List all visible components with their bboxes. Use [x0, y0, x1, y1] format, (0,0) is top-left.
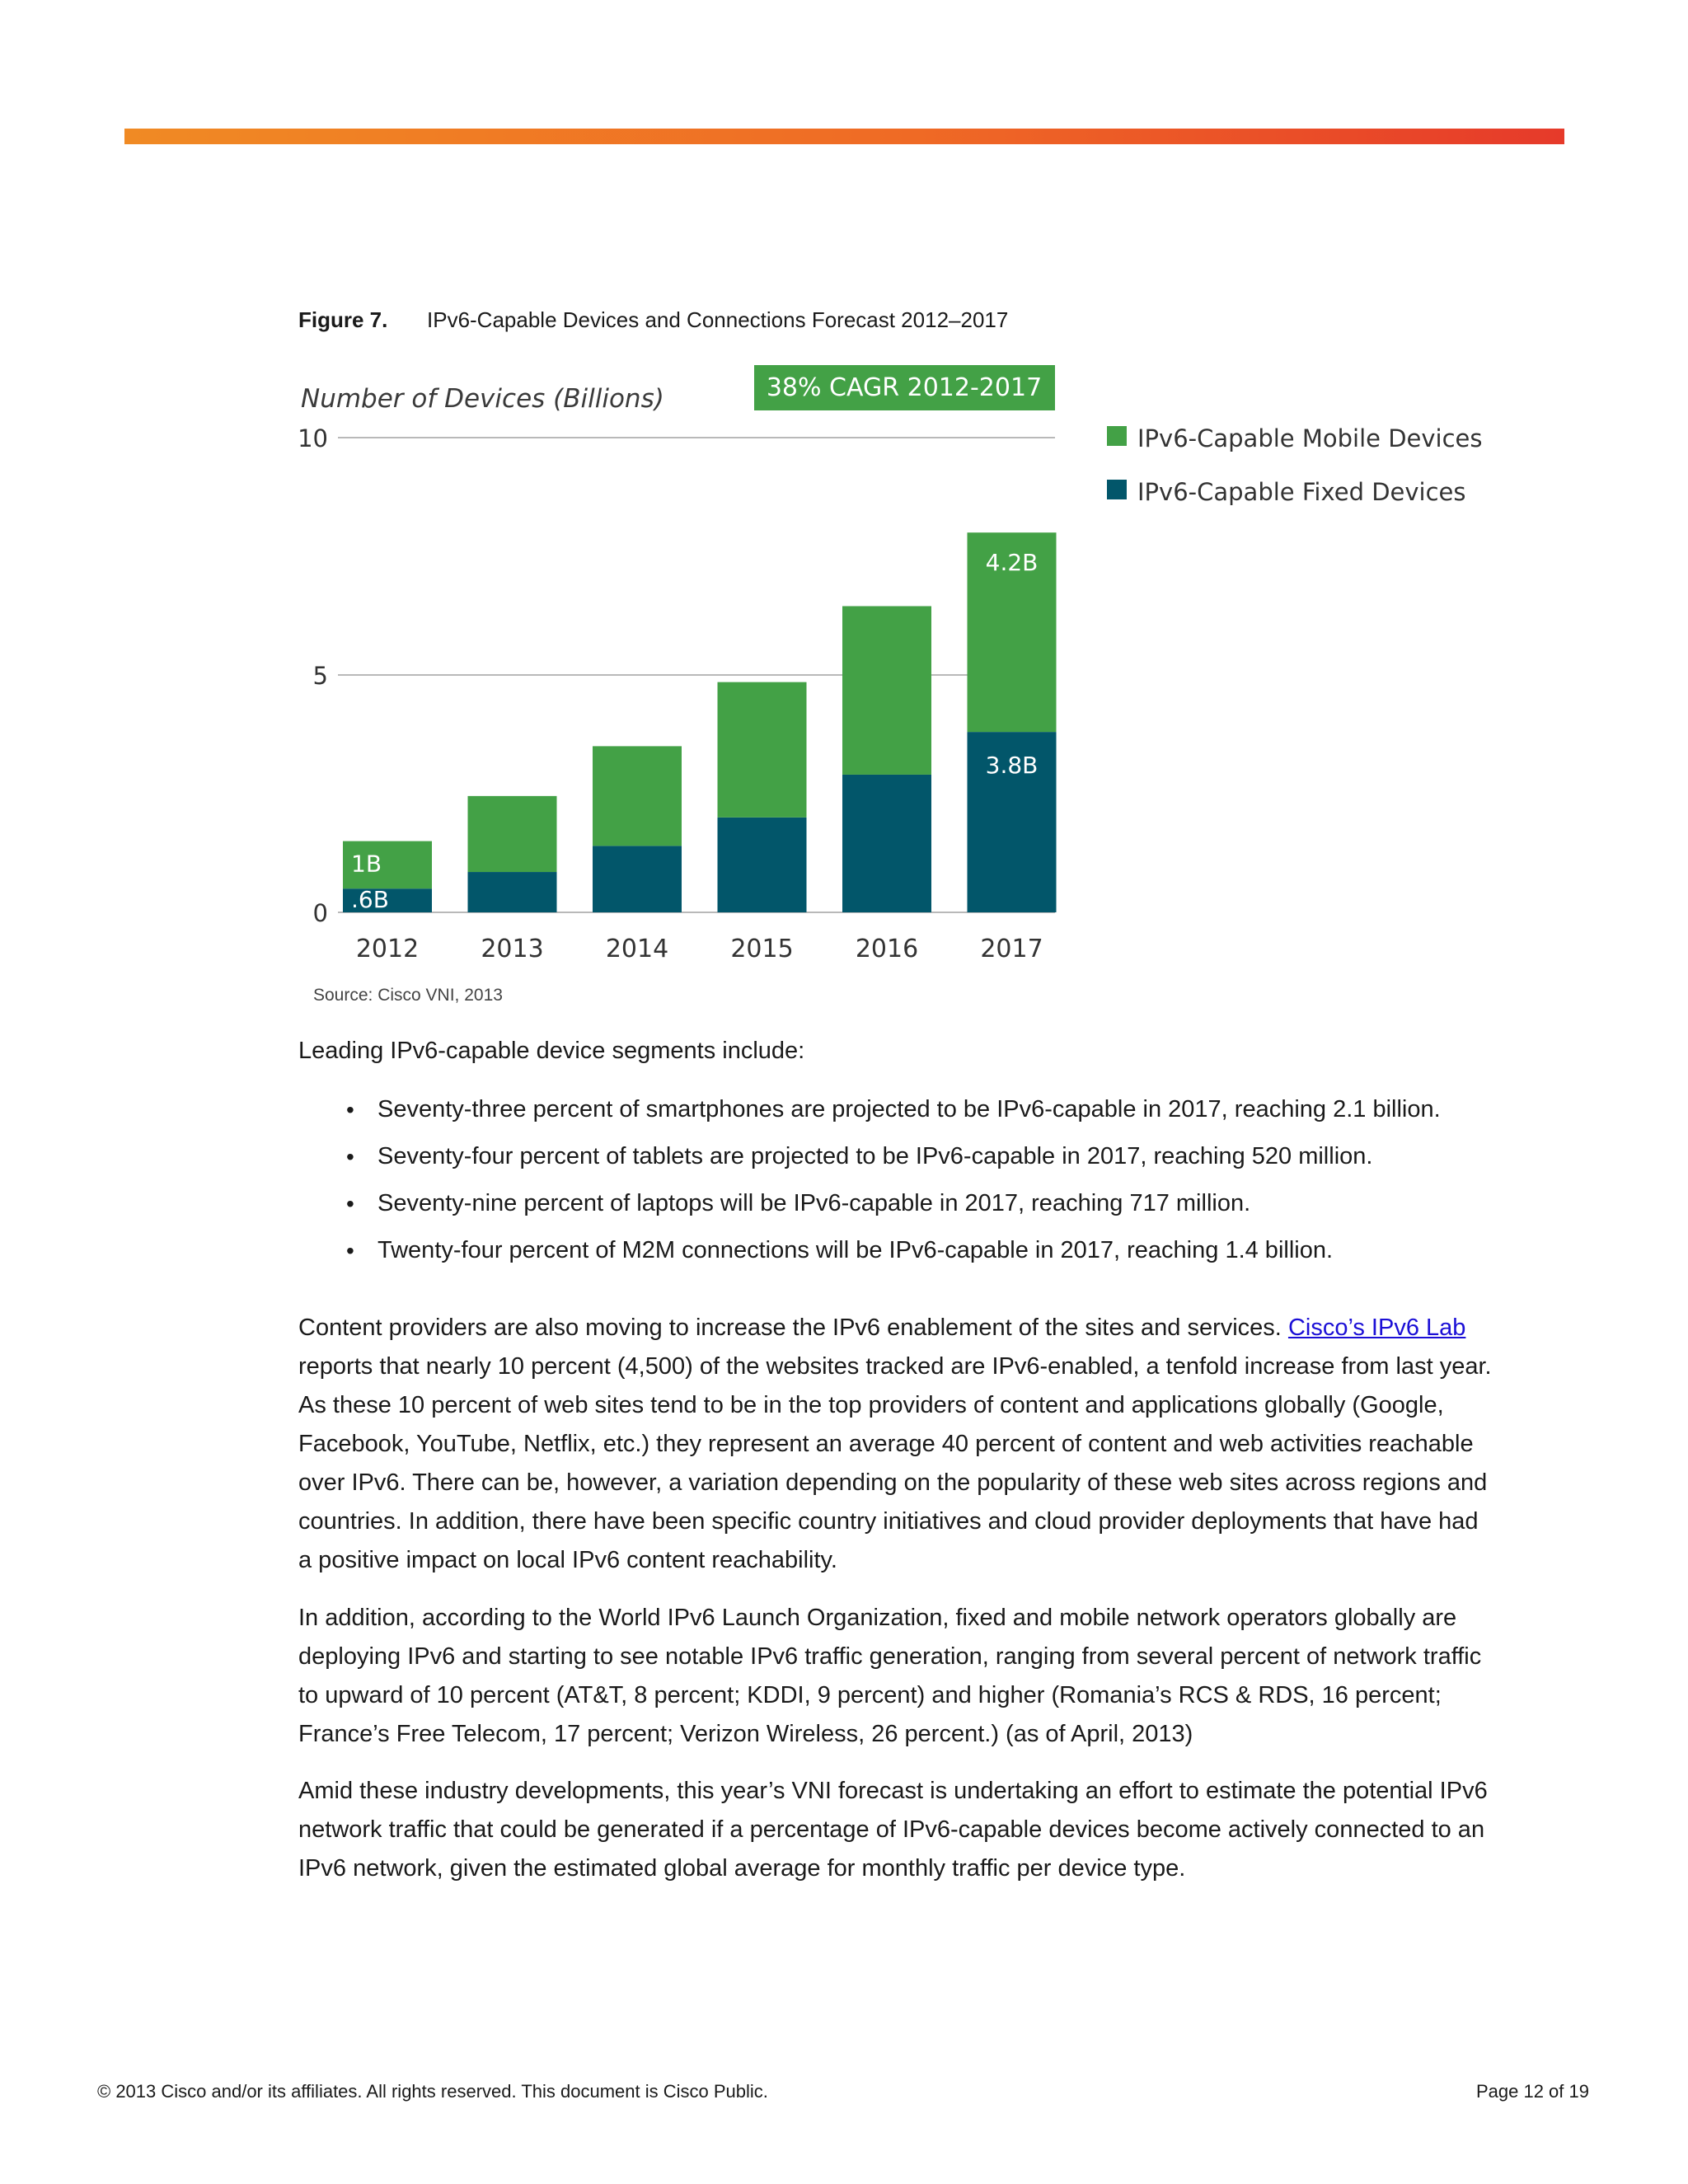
bullet-icon: • — [346, 1144, 354, 1169]
bar-fixed-2015 — [718, 818, 807, 912]
y-tick-label: 10 — [298, 424, 328, 452]
paragraph-line: to upward of 10 percent (AT&T, 8 percent; KDDI, 9 percent) and higher (Romania’s RCS & RDS, 16 percent; — [298, 1682, 1442, 1708]
figure-number: Figure 7. — [298, 307, 388, 332]
data-label: 3.8B — [985, 752, 1039, 780]
legend-label: IPv6-Capable Fixed Devices — [1137, 478, 1466, 506]
data-label: .6B — [351, 886, 389, 914]
paragraph-line: France’s Free Telecom, 17 percent; Verizon Wireless, 26 percent.) (as of April, 2013) — [298, 1721, 1193, 1747]
bar-fixed-2014 — [593, 846, 682, 912]
paragraph-line: deploying IPv6 and starting to see notable IPv6 traffic generation, ranging from several percent of network traffic — [298, 1643, 1482, 1670]
list-item-text: Seventy-nine percent of laptops will be IPv6-capable in 2017, reaching 717 million. — [377, 1190, 1251, 1216]
x-tick-label: 2017 — [980, 935, 1043, 963]
bar-mobile-2014 — [593, 746, 682, 846]
y-tick-label: 5 — [312, 662, 328, 690]
stacked-bar-chart — [288, 359, 1607, 985]
bar-mobile-2013 — [468, 796, 557, 872]
paragraph-line: Facebook, YouTube, Netflix, etc.) they represent an average 40 percent of content and web activities reachable — [298, 1431, 1474, 1457]
lead-paragraph: Leading IPv6-capable device segments include: — [298, 1038, 805, 1064]
paragraph-line: As these 10 percent of web sites tend to be in the top providers of content and applications globally (Google, — [298, 1392, 1444, 1418]
paragraph-line: IPv6 network, given the estimated global average for monthly traffic per device type. — [298, 1855, 1186, 1882]
forecast-paragraph — [298, 1772, 1551, 1888]
cisco-ipv6-lab-link[interactable]: Cisco’s IPv6 Lab — [1287, 1315, 1466, 1341]
paragraph-line: over IPv6. There can be, however, a variation depending on the popularity of these web sites across regions and — [298, 1469, 1488, 1496]
list-item-text: Twenty-four percent of M2M connections will be IPv6-capable in 2017, reaching 1.4 billion. — [377, 1237, 1334, 1263]
x-tick-label: 2015 — [730, 935, 794, 963]
bar-fixed-2013 — [468, 872, 557, 912]
header-accent-bar — [124, 129, 1564, 144]
bar-mobile-2016 — [842, 606, 931, 774]
figure-caption — [298, 307, 1008, 333]
x-tick-label: 2013 — [481, 935, 544, 963]
paragraph-line: In addition, according to the World IPv6 Launch Organization, fixed and mobile network operators globally are — [298, 1605, 1457, 1631]
bullet-icon: • — [346, 1238, 354, 1263]
operators-paragraph — [298, 1599, 1551, 1754]
figure-title: IPv6-Capable Devices and Connections Forecast 2012–2017 — [427, 307, 1009, 332]
list-item-text: Seventy-three percent of smartphones are projected to be IPv6-capable in 2017, reaching 2.1 billion. — [377, 1096, 1441, 1122]
bar-fixed-2016 — [842, 775, 931, 912]
footer-page-number: Page 12 of 19 — [1475, 2081, 1589, 2102]
bullet-icon: • — [346, 1097, 354, 1122]
y-axis-title: Number of Devices (Billions) — [301, 384, 664, 414]
cagr-badge-label: 38% CAGR 2012-2017 — [766, 373, 1043, 402]
device-segment-list — [298, 1090, 1551, 1278]
paragraph-line: countries. In addition, there have been specific country initiatives and cloud provider deployments that have had — [298, 1508, 1479, 1535]
legend-label: IPv6-Capable Mobile Devices — [1137, 424, 1483, 452]
x-tick-label: 2014 — [605, 935, 669, 963]
list-item — [298, 1231, 1551, 1278]
x-tick-label: 2016 — [855, 935, 919, 963]
x-tick-label: 2012 — [355, 935, 420, 963]
list-item — [298, 1090, 1551, 1137]
paragraph-line: a positive impact on local IPv6 content reachability. — [298, 1547, 837, 1573]
list-item-text: Seventy-four percent of tablets are projected to be IPv6-capable in 2017, reaching 520 million. — [377, 1143, 1373, 1169]
list-item — [298, 1137, 1551, 1184]
paragraph-line: network traffic that could be generated if a percentage of IPv6-capable devices become actively connected to an — [298, 1816, 1485, 1843]
y-tick-label: 0 — [312, 899, 328, 927]
data-label: 4.2B — [985, 549, 1039, 577]
list-item — [298, 1184, 1551, 1231]
paragraph-line — [298, 1309, 1551, 1347]
legend-swatch — [1107, 480, 1127, 499]
content-providers-paragraph — [298, 1309, 1551, 1580]
paragraph-text: Content providers are also moving to increase the IPv6 enablement of the sites and services. — [298, 1315, 1288, 1341]
paragraph-line: Amid these industry developments, this year’s VNI forecast is undertaking an effort to estimate the potential IPv6 — [298, 1778, 1488, 1804]
bullet-icon: • — [346, 1191, 354, 1216]
data-label: 1B — [351, 850, 382, 878]
bar-mobile-2015 — [718, 682, 807, 818]
legend-swatch — [1107, 426, 1127, 446]
footer-copyright: © 2013 Cisco and/or its affiliates. All rights reserved. This document is Cisco Public. — [97, 2081, 768, 2102]
figure-source: Source: Cisco VNI, 2013 — [313, 986, 503, 1005]
paragraph-line: reports that nearly 10 percent (4,500) of the websites tracked are IPv6-enabled, a tenfold increase from last year. — [298, 1353, 1492, 1380]
